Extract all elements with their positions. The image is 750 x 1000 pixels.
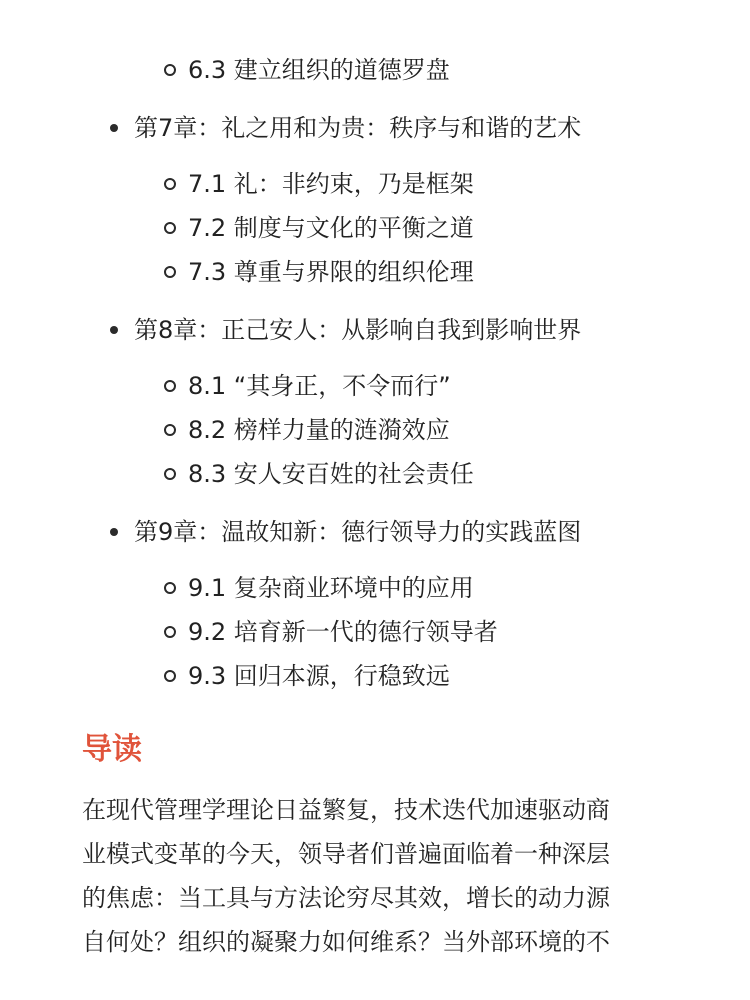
hollow-bullet-icon: [164, 670, 176, 682]
toc-section-label: 9.2 培育新一代的德行领导者: [188, 618, 498, 646]
intro-heading: 导读: [82, 732, 142, 767]
toc-section-8-2: [188, 408, 450, 452]
hollow-bullet-icon: [164, 222, 176, 234]
filled-bullet-icon: [110, 528, 118, 536]
hollow-bullet-icon: [164, 626, 176, 638]
hollow-bullet-icon: [164, 424, 176, 436]
hollow-bullet-icon: [164, 266, 176, 278]
filled-bullet-icon: [110, 326, 118, 334]
hollow-bullet-icon: [164, 582, 176, 594]
intro-line: 自何处？组织的凝聚力如何维系？当外部环境的不: [82, 928, 610, 956]
toc-section-6-3: [188, 48, 450, 92]
toc-chapter-label: 第8章：正己安人：从影响自我到影响世界: [134, 316, 582, 344]
toc-section-label: 8.2 榜样力量的涟漪效应: [188, 416, 450, 444]
toc-section-8-3: [188, 452, 474, 496]
intro-paragraph: [82, 788, 672, 964]
toc-chapter-label: 第7章：礼之用和为贵：秩序与和谐的艺术: [134, 114, 582, 142]
hollow-bullet-icon: [164, 178, 176, 190]
hollow-bullet-icon: [164, 64, 176, 76]
intro-line: 在现代管理学理论日益繁复，技术迭代加速驱动商: [82, 796, 610, 824]
toc-section-label: 6.3 建立组织的道德罗盘: [188, 56, 450, 84]
toc-chapter-label: 第9章：温故知新：德行领导力的实践蓝图: [134, 518, 582, 546]
hollow-bullet-icon: [164, 468, 176, 480]
toc-section-label: 7.3 尊重与界限的组织伦理: [188, 258, 474, 286]
toc-section-7-3: [188, 250, 474, 294]
toc-chapter-8: [134, 308, 581, 352]
toc-section-8-1: [188, 364, 451, 408]
filled-bullet-icon: [110, 124, 118, 132]
toc-section-label: 7.1 礼：非约束，乃是框架: [188, 170, 474, 198]
toc-section-label: 8.1 “其身正，不令而行”: [188, 372, 451, 400]
toc-section-label: 7.2 制度与文化的平衡之道: [188, 214, 474, 242]
toc-section-9-2: [188, 610, 498, 654]
intro-line: 的焦虑：当工具与方法论穷尽其效，增长的动力源: [82, 884, 610, 912]
toc-section-7-2: [188, 206, 474, 250]
toc-section-label: 9.1 复杂商业环境中的应用: [188, 574, 474, 602]
toc-chapter-9: [134, 510, 581, 554]
toc-chapter-7: [134, 106, 581, 150]
toc-section-label: 9.3 回归本源，行稳致远: [188, 662, 450, 690]
toc-section-9-3: [188, 654, 450, 698]
toc-section-label: 8.3 安人安百姓的社会责任: [188, 460, 474, 488]
toc-section-7-1: [188, 162, 474, 206]
hollow-bullet-icon: [164, 380, 176, 392]
intro-line: 业模式变革的今天，领导者们普遍面临着一种深层: [82, 840, 610, 868]
toc-section-9-1: [188, 566, 474, 610]
